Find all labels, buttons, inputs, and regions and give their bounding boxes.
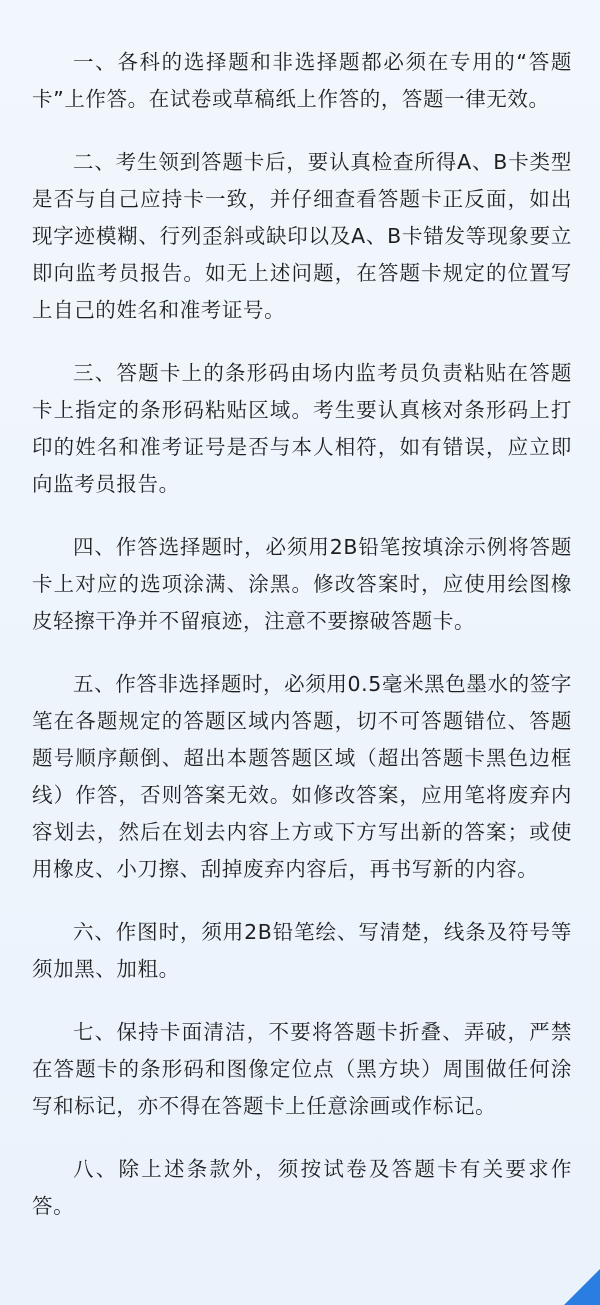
rule-8: 八、除上述条款外，须按试卷及答题卡有关要求作答。 bbox=[32, 1157, 572, 1218]
rule-3: 三、答题卡上的条形码由场内监考员负责粘贴在答题卡上指定的条形码粘贴区域。考生要认真核对条形码上打印的姓名和准考证号是否与本人相符，如有错误，应立即向监考员报告。 bbox=[32, 361, 572, 496]
corner-accent-triangle bbox=[564, 1269, 600, 1305]
rule-6: 六、作图时，须用2B铅笔绘、写清楚，线条及符号等须加黑、加粗。 bbox=[32, 920, 572, 981]
rule-5: 五、作答非选择题时，必须用0.5毫米黑色墨水的签字笔在各题规定的答题区域内答题，切不可答题错位、答题题号顺序颠倒、超出本题答题区域（超出答题卡黑色边框线）作答，否则答案无效。如修改答案，应用笔将废弃内容划去，然后在划去内容上方或下方写出新的答案；或使用橡皮、小刀擦、刮掉废弃内容后，再书写新的内容。 bbox=[32, 672, 572, 881]
rule-4: 四、作答选择题时，必须用2B铅笔按填涂示例将答题卡上对应的选项涂满、涂黑。修改答案时，应使用绘图橡皮轻擦干净并不留痕迹，注意不要擦破答题卡。 bbox=[32, 535, 572, 633]
rule-2: 二、考生领到答题卡后，要认真检查所得A、B卡类型是否与自己应持卡一致，并仔细查看答题卡正反面，如出现字迹模糊、行列歪斜或缺印以及A、B卡错发等现象要立即向监考员报告。如无上述问题，在答题卡规定的位置写上自己的姓名和准考证号。 bbox=[32, 150, 572, 322]
rules-list bbox=[32, 44, 572, 1251]
rule-7: 七、保持卡面清洁，不要将答题卡折叠、弄破，严禁在答题卡的条形码和图像定位点（黑方块）周围做任何涂写和标记，亦不得在答题卡上任意涂画或作标记。 bbox=[32, 1020, 572, 1118]
rule-1: 一、各科的选择题和非选择题都必须在专用的“答题卡”上作答。在试卷或草稿纸上作答的，答题一律无效。 bbox=[32, 50, 572, 111]
